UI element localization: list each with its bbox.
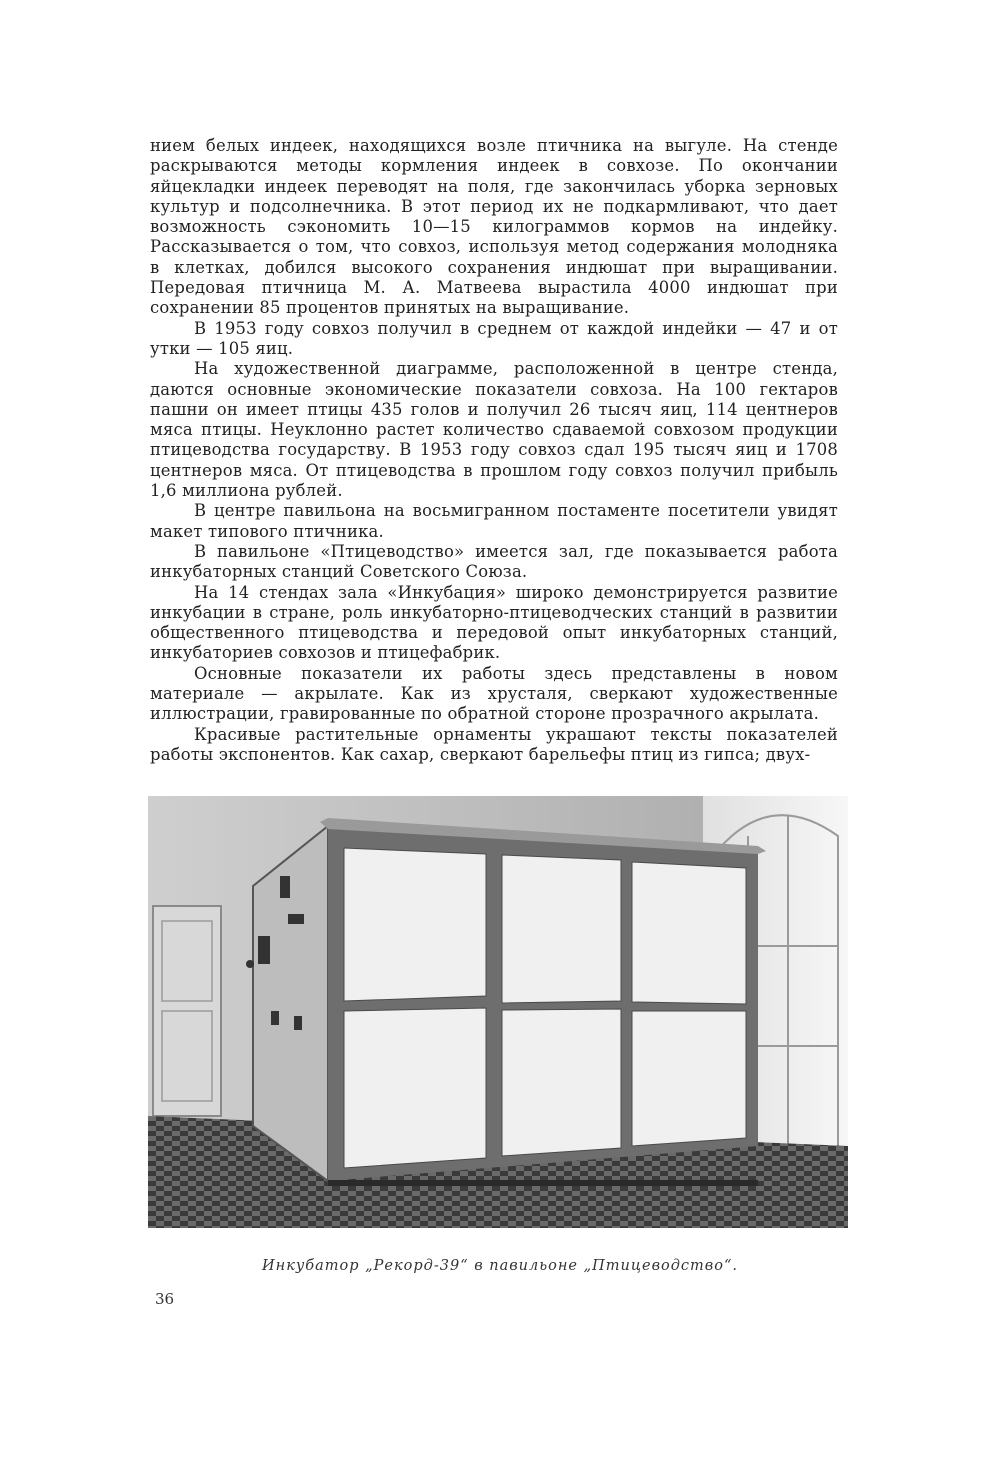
paragraph: Основные показатели их работы здесь представлены в новом материале — акрылате. Как из хрусталя, сверкают художественные иллюстрации, гравированные по обратной стороне прозрачного акрылата. [150, 663, 838, 724]
paragraph: На художественной диаграмме, расположенной в центре стенда, даются основные экономические показатели совхоза. На 100 гектаров пашни он имеет птицы 435 голов и получил 26 тысяч яиц, 114 центнеров мяса птицы. Неуклонно растет количество сдаваемой совхозом продукции птицеводства государству. В 1953 году совхоз сдал 195 тысяч яиц и 1708 центнеров мяса. От птицеводства в прошлом году совхоз получил прибыль 1,6 миллиона рублей. [150, 359, 838, 501]
paragraph: В центре павильона на восьмигранном постаменте посетители увидят макет типового птичника. [150, 501, 838, 541]
paragraph: нием белых индеек, находящихся возле птичника на выгуле. На стенде раскрываются методы кормления индеек в совхозе. По окончании яйцекладки индеек переводят на поля, где закончилась уборка зерновых культур и подсолнечника. В этот период их не подкармливают, что дает возможность сэкономить 10—15 килограммов кормов на индейку. Рассказывается о том, что совхоз, используя метод содержания молодняка в клетках, добился высокого сохранения индюшат при выращивании. Передовая птичница М. А. Матвеева вырастила 4000 индюшат при сохранении 85 процентов принятых на выращивание. [150, 136, 838, 318]
photo-caption: Инкубатор „Рекорд-39“ в павильоне „Птицеводство“. [262, 1258, 738, 1274]
body-text [150, 136, 838, 765]
page-number: 36 [155, 1290, 175, 1308]
incubator-photo [148, 796, 848, 1228]
paragraph: В 1953 году совхоз получил в среднем от каждой индейки — 47 и от утки — 105 яиц. [150, 318, 838, 358]
paragraph: Красивые растительные орнаменты украшают тексты показателей работы экспонентов. Как сахар, сверкают барельефы птиц из гипса; двух- [150, 724, 838, 764]
paragraph: На 14 стендах зала «Инкубация» широко демонстрируется развитие инкубации в стране, роль инкубаторно-птицеводческих станций в развитии общественного птицеводства и передовой опыт инкубаторных станций, инкубаториев совхозов и птицефабрик. [150, 582, 838, 663]
paragraph: В павильоне «Птицеводство» имеется зал, где показывается работа инкубаторных станций Советского Союза. [150, 541, 838, 582]
